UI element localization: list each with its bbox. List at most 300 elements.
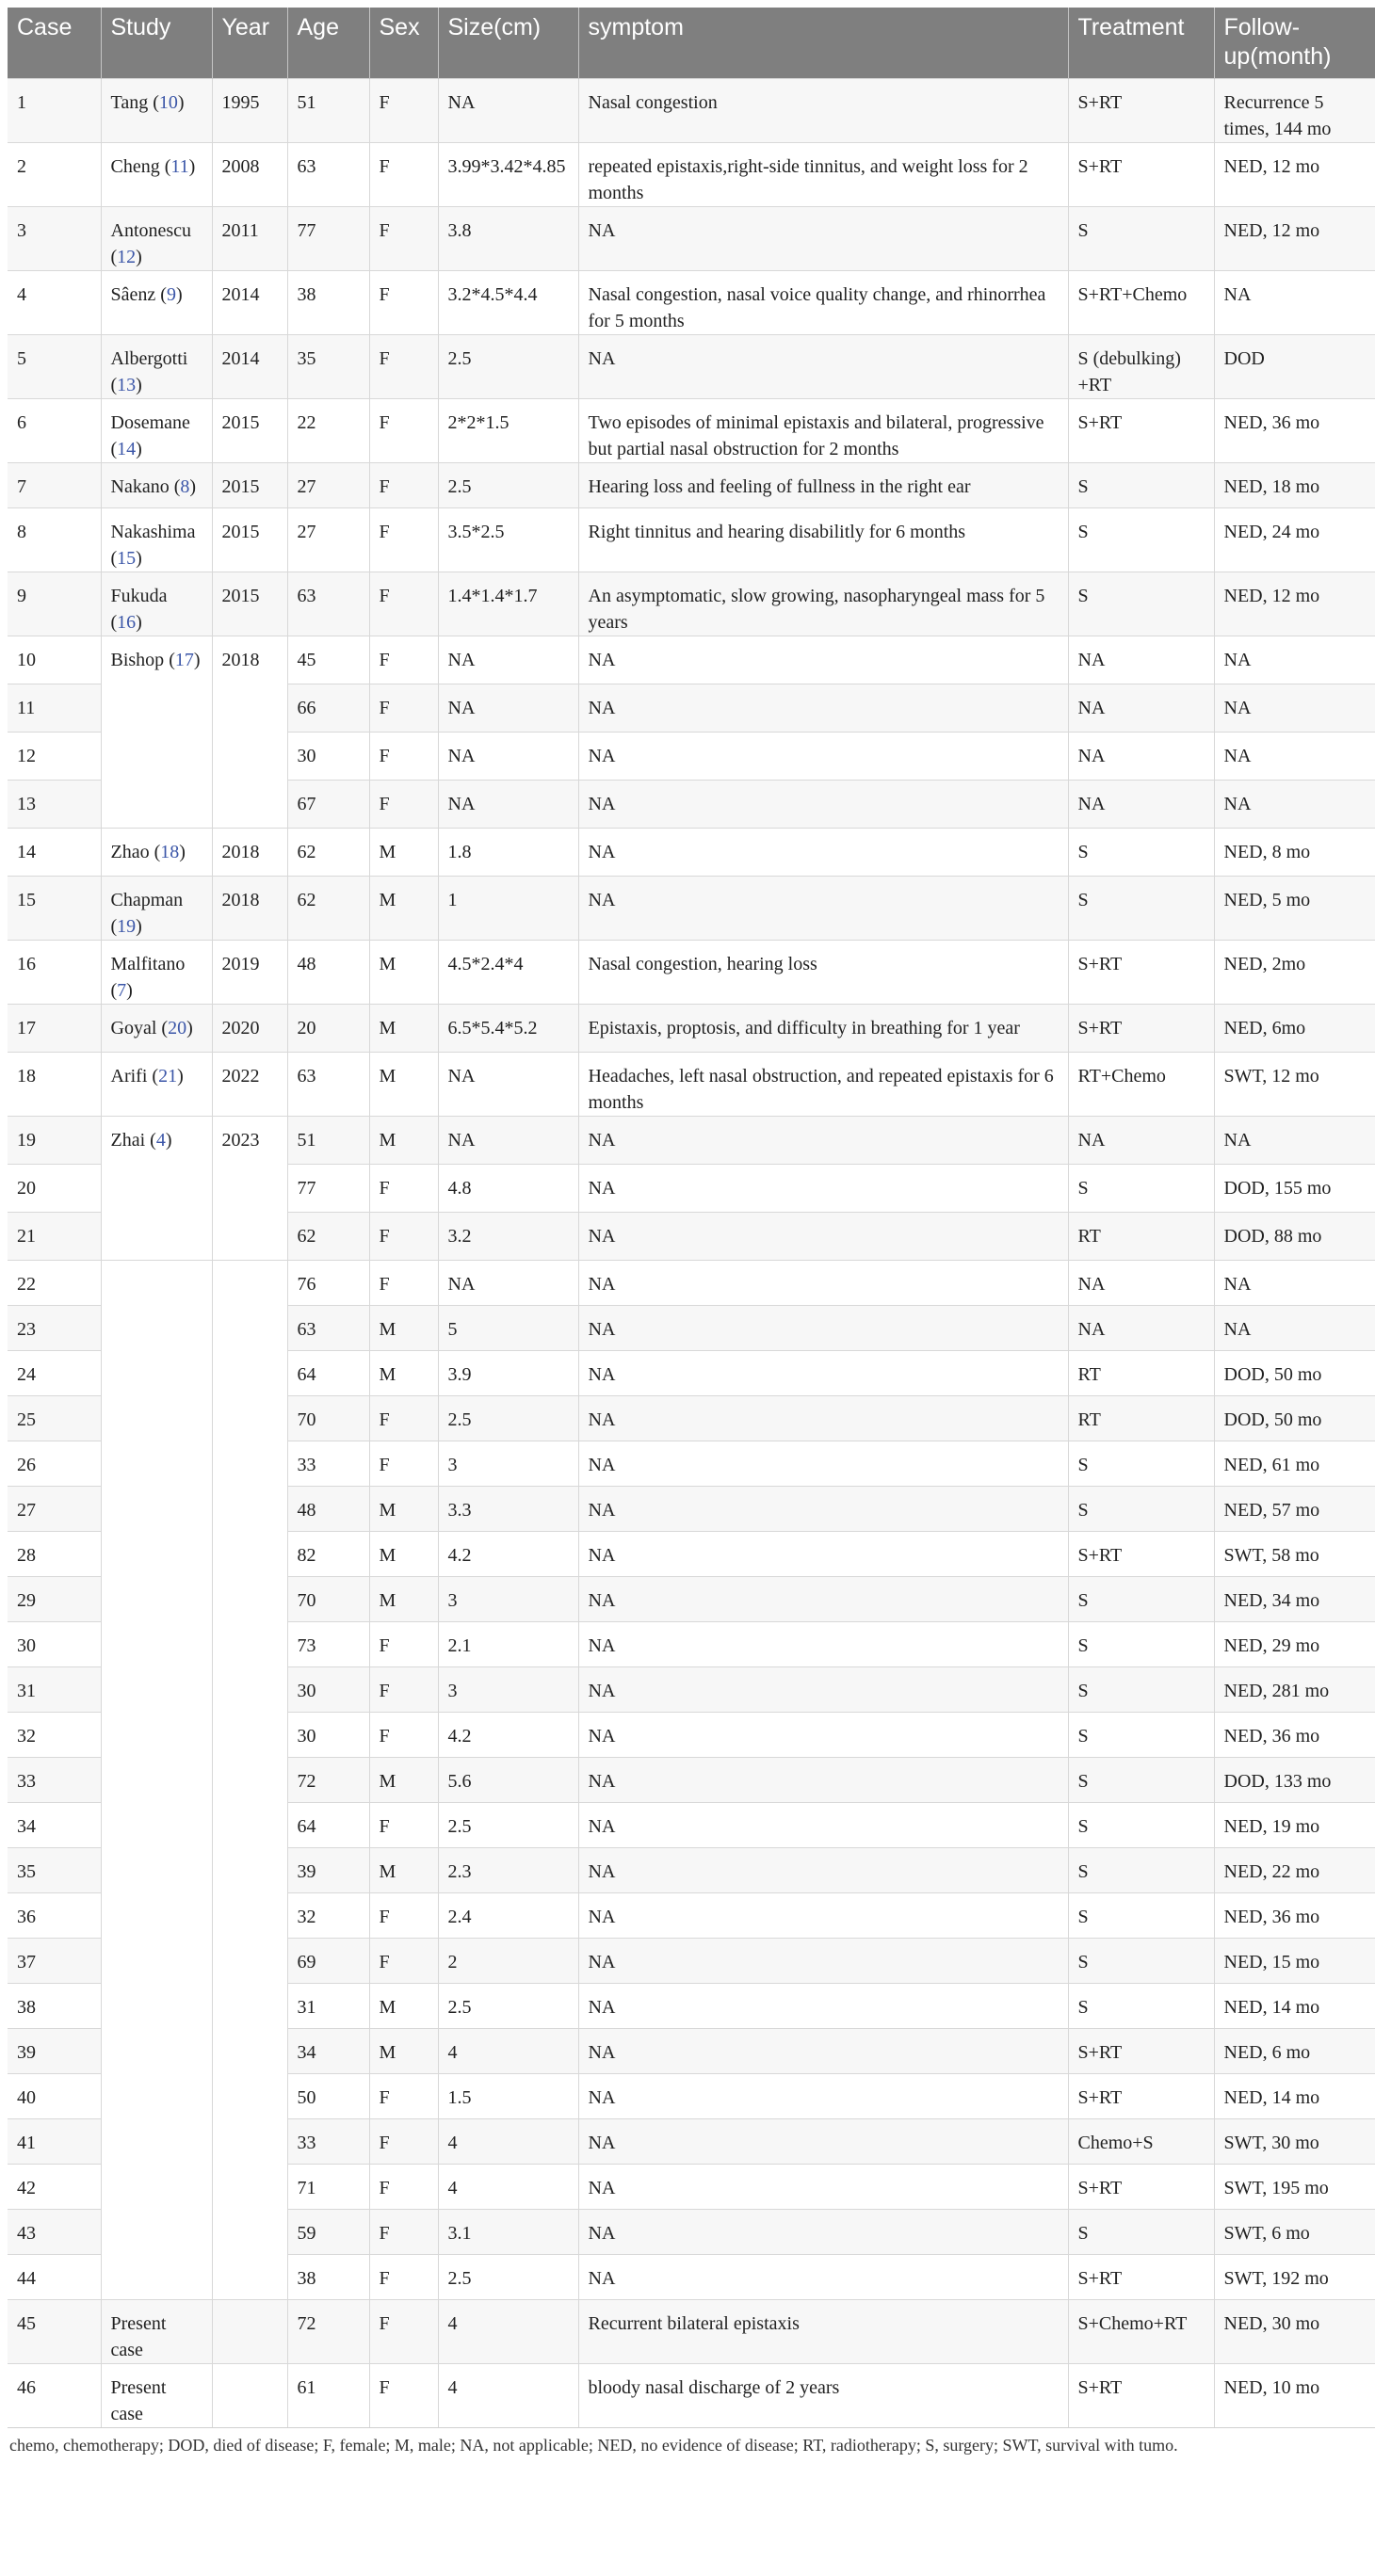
cell-study: Nakashima (15) <box>101 507 212 572</box>
cell-size: 2.1 <box>438 1621 578 1666</box>
table-row <box>8 1004 1375 1052</box>
cell-sex: F <box>369 1212 438 1260</box>
cell-followup: NED, 36 mo <box>1214 398 1375 462</box>
cell-size: 2.4 <box>438 1892 578 1938</box>
cell-size: 3.1 <box>438 2209 578 2254</box>
reference-link[interactable]: 18 <box>160 841 180 862</box>
cell-study: Arifi (21) <box>101 1052 212 1116</box>
reference-link[interactable]: 13 <box>117 374 137 395</box>
cell-case: 43 <box>8 2209 101 2254</box>
cell-year: 2022 <box>212 1052 287 1116</box>
cell-symptom: NA <box>578 1305 1068 1350</box>
cell-sex: M <box>369 2028 438 2073</box>
cell-sex: F <box>369 2299 438 2363</box>
cell-study: Fukuda (16) <box>101 572 212 636</box>
cell-treatment: S+Chemo+RT <box>1068 2299 1214 2363</box>
cell-sex: F <box>369 1666 438 1712</box>
study-name: Antonescu <box>110 219 192 241</box>
cell-study <box>101 1260 212 2299</box>
cell-age: 31 <box>287 1983 369 2028</box>
cell-case: 11 <box>8 684 101 732</box>
cell-case: 40 <box>8 2073 101 2118</box>
cell-treatment: S <box>1068 1802 1214 1847</box>
cell-size: 2.5 <box>438 334 578 398</box>
cell-symptom: NA <box>578 334 1068 398</box>
cell-year: 2014 <box>212 334 287 398</box>
cell-symptom: NA <box>578 780 1068 828</box>
cell-case: 45 <box>8 2299 101 2363</box>
cell-followup: Recurrence 5 times, 144 mo <box>1214 78 1375 142</box>
table-row <box>8 1052 1375 1116</box>
cell-followup: NA <box>1214 1260 1375 1305</box>
cell-year <box>212 1260 287 2299</box>
cell-followup: NED, 22 mo <box>1214 1847 1375 1892</box>
cell-followup: DOD, 155 mo <box>1214 1164 1375 1212</box>
cell-case: 18 <box>8 1052 101 1116</box>
cell-size: NA <box>438 1052 578 1116</box>
cell-case: 21 <box>8 1212 101 1260</box>
cell-sex: F <box>369 206 438 270</box>
cell-study: Zhai (4) <box>101 1116 212 1260</box>
cell-symptom: NA <box>578 1116 1068 1164</box>
cell-treatment: S <box>1068 507 1214 572</box>
cell-treatment: S <box>1068 1892 1214 1938</box>
cell-case: 5 <box>8 334 101 398</box>
reference-link[interactable]: 15 <box>117 547 137 569</box>
study-name: Goyal <box>110 1017 157 1038</box>
study-name: Present case <box>110 2376 167 2424</box>
cell-case: 32 <box>8 1712 101 1757</box>
cell-case: 46 <box>8 2363 101 2427</box>
cell-age: 34 <box>287 2028 369 2073</box>
cell-case: 20 <box>8 1164 101 1212</box>
cell-treatment: S+RT <box>1068 398 1214 462</box>
cell-case: 25 <box>8 1395 101 1441</box>
table-row <box>8 507 1375 572</box>
cell-followup: DOD, 88 mo <box>1214 1212 1375 1260</box>
cell-symptom: Recurrent bilateral epistaxis <box>578 2299 1068 2363</box>
cell-sex: F <box>369 1395 438 1441</box>
cell-followup: DOD, 50 mo <box>1214 1395 1375 1441</box>
cell-case: 3 <box>8 206 101 270</box>
cell-treatment: S <box>1068 462 1214 507</box>
cell-size: 4 <box>438 2299 578 2363</box>
table-row <box>8 1260 1375 1305</box>
cell-followup: NED, 29 mo <box>1214 1621 1375 1666</box>
cell-sex: F <box>369 2209 438 2254</box>
cell-age: 76 <box>287 1260 369 1305</box>
study-name: Chapman <box>110 889 184 910</box>
table-row <box>8 206 1375 270</box>
cell-treatment: RT <box>1068 1212 1214 1260</box>
cell-treatment: S (debulking) +RT <box>1068 334 1214 398</box>
document <box>8 8 1375 2456</box>
cell-case: 39 <box>8 2028 101 2073</box>
cell-followup: NED, 24 mo <box>1214 507 1375 572</box>
cell-treatment: RT <box>1068 1395 1214 1441</box>
cell-symptom: NA <box>578 2073 1068 2118</box>
cell-symptom: Epistaxis, proptosis, and difficulty in breathing for 1 year <box>578 1004 1068 1052</box>
cell-symptom: NA <box>578 1983 1068 2028</box>
cell-sex: F <box>369 684 438 732</box>
cell-size: 3.3 <box>438 1486 578 1531</box>
cell-treatment: S <box>1068 1847 1214 1892</box>
cell-size: 2 <box>438 1938 578 1983</box>
cell-age: 39 <box>287 1847 369 1892</box>
cell-age: 70 <box>287 1395 369 1441</box>
cell-case: 29 <box>8 1576 101 1621</box>
cell-treatment: S <box>1068 876 1214 940</box>
header-case: Case <box>8 8 101 78</box>
cell-study: Malfitano (7) <box>101 940 212 1004</box>
cell-case: 8 <box>8 507 101 572</box>
cell-sex: M <box>369 1116 438 1164</box>
table-row <box>8 940 1375 1004</box>
header-year: Year <box>212 8 287 78</box>
cell-study: Cheng (11) <box>101 142 212 206</box>
cell-case: 31 <box>8 1666 101 1712</box>
cell-size: 5.6 <box>438 1757 578 1802</box>
study-name: Nakano <box>110 475 170 497</box>
cell-size: 1.5 <box>438 2073 578 2118</box>
cell-treatment: S+RT <box>1068 78 1214 142</box>
cell-followup: SWT, 192 mo <box>1214 2254 1375 2299</box>
cell-size: 3.2*4.5*4.4 <box>438 270 578 334</box>
cell-followup: NA <box>1214 270 1375 334</box>
header-study: Study <box>101 8 212 78</box>
cell-case: 16 <box>8 940 101 1004</box>
cell-age: 77 <box>287 206 369 270</box>
cell-year: 2018 <box>212 636 287 828</box>
cell-treatment: NA <box>1068 684 1214 732</box>
cell-followup: NED, 12 mo <box>1214 572 1375 636</box>
cell-year: 2019 <box>212 940 287 1004</box>
table-row <box>8 1116 1375 1164</box>
cell-age: 38 <box>287 270 369 334</box>
cell-size: 3 <box>438 1576 578 1621</box>
cell-treatment: S <box>1068 1576 1214 1621</box>
cell-sex: F <box>369 2363 438 2427</box>
cell-case: 23 <box>8 1305 101 1350</box>
reference-link[interactable]: 12 <box>117 246 137 267</box>
cell-age: 51 <box>287 78 369 142</box>
cell-symptom: NA <box>578 1621 1068 1666</box>
cell-case: 42 <box>8 2164 101 2209</box>
cell-year: 2015 <box>212 462 287 507</box>
cell-year: 2011 <box>212 206 287 270</box>
cell-followup: NA <box>1214 780 1375 828</box>
reference-link[interactable]: 7 <box>117 979 127 1001</box>
reference-link[interactable]: 16 <box>117 611 137 633</box>
table-body <box>8 78 1375 2427</box>
header-size: Size(cm) <box>438 8 578 78</box>
cell-treatment: RT <box>1068 1350 1214 1395</box>
cell-study: Sâenz (9) <box>101 270 212 334</box>
header-age: Age <box>287 8 369 78</box>
cell-age: 30 <box>287 732 369 780</box>
cell-size: 3.2 <box>438 1212 578 1260</box>
cell-year: 2020 <box>212 1004 287 1052</box>
cell-age: 63 <box>287 1305 369 1350</box>
cell-size: NA <box>438 732 578 780</box>
cell-study <box>101 2363 212 2427</box>
cell-followup: NED, 36 mo <box>1214 1892 1375 1938</box>
cell-age: 63 <box>287 572 369 636</box>
table-footnote: chemo, chemotherapy; DOD, died of disease; F, female; M, male; NA, not applicable; NED, no evidence of disease; RT, radiotherapy; S, surgery; SWT, survival with tumo. <box>8 2427 1375 2456</box>
cell-followup: NED, 12 mo <box>1214 206 1375 270</box>
cell-treatment: S <box>1068 1666 1214 1712</box>
cell-case: 13 <box>8 780 101 828</box>
reference-link[interactable]: 11 <box>170 155 189 177</box>
study-name: Bishop <box>110 649 165 670</box>
cell-symptom: NA <box>578 876 1068 940</box>
cell-study: Chapman (19) <box>101 876 212 940</box>
cell-treatment: S <box>1068 1712 1214 1757</box>
cell-age: 35 <box>287 334 369 398</box>
cell-followup: SWT, 6 mo <box>1214 2209 1375 2254</box>
cell-symptom: NA <box>578 1802 1068 1847</box>
cell-followup: NED, 6 mo <box>1214 2028 1375 2073</box>
cell-followup: NA <box>1214 684 1375 732</box>
cell-symptom: Right tinnitus and hearing disabilitly for 6 months <box>578 507 1068 572</box>
cell-followup: NED, 61 mo <box>1214 1441 1375 1486</box>
cell-case: 24 <box>8 1350 101 1395</box>
reference-link[interactable]: 8 <box>180 475 190 497</box>
cell-sex: M <box>369 1847 438 1892</box>
cell-followup: NA <box>1214 1116 1375 1164</box>
cell-treatment: NA <box>1068 1260 1214 1305</box>
cell-size: NA <box>438 1260 578 1305</box>
cell-size: 2.5 <box>438 2254 578 2299</box>
cell-age: 48 <box>287 1486 369 1531</box>
cell-symptom: NA <box>578 2254 1068 2299</box>
header-treatment: Treatment <box>1068 8 1214 78</box>
cell-symptom: NA <box>578 1260 1068 1305</box>
cell-case: 33 <box>8 1757 101 1802</box>
reference-link[interactable]: 21 <box>158 1065 178 1087</box>
cell-age: 32 <box>287 1892 369 1938</box>
table-row <box>8 572 1375 636</box>
reference-link[interactable]: 4 <box>155 1129 166 1151</box>
study-name: Zhai <box>110 1129 146 1151</box>
reference-link[interactable]: 17 <box>174 649 194 670</box>
cell-size: 3 <box>438 1441 578 1486</box>
cell-sex: F <box>369 1802 438 1847</box>
cell-year: 2015 <box>212 398 287 462</box>
cell-age: 63 <box>287 142 369 206</box>
cell-sex: F <box>369 1712 438 1757</box>
cell-sex: F <box>369 636 438 684</box>
cell-case: 28 <box>8 1531 101 1576</box>
cell-symptom: NA <box>578 1441 1068 1486</box>
cell-treatment: NA <box>1068 1116 1214 1164</box>
cell-symptom: NA <box>578 1576 1068 1621</box>
cell-age: 82 <box>287 1531 369 1576</box>
cell-followup: NED, 14 mo <box>1214 1983 1375 2028</box>
cell-symptom: NA <box>578 1486 1068 1531</box>
cell-study: Goyal (20) <box>101 1004 212 1052</box>
cell-sex: F <box>369 1892 438 1938</box>
table-row <box>8 142 1375 206</box>
study-name: Arifi <box>110 1065 148 1087</box>
cell-symptom: Hearing loss and feeling of fullness in the right ear <box>578 462 1068 507</box>
cell-sex: F <box>369 780 438 828</box>
cell-symptom: repeated epistaxis,right-side tinnitus, and weight loss for 2 months <box>578 142 1068 206</box>
cell-symptom: NA <box>578 206 1068 270</box>
cell-age: 33 <box>287 2118 369 2164</box>
cell-size: 2.3 <box>438 1847 578 1892</box>
cell-sex: F <box>369 732 438 780</box>
cell-study: Bishop (17) <box>101 636 212 828</box>
reference-link[interactable]: 9 <box>166 283 176 305</box>
cell-size: NA <box>438 636 578 684</box>
cell-case: 1 <box>8 78 101 142</box>
cell-age: 69 <box>287 1938 369 1983</box>
cell-size: 4.2 <box>438 1712 578 1757</box>
cell-symptom: NA <box>578 2164 1068 2209</box>
header-followup: Follow-up(month) <box>1214 8 1375 78</box>
cell-symptom: NA <box>578 732 1068 780</box>
reference-link[interactable]: 10 <box>158 91 178 113</box>
cell-treatment: Chemo+S <box>1068 2118 1214 2164</box>
cell-case: 38 <box>8 1983 101 2028</box>
cell-study: Zhao (18) <box>101 828 212 876</box>
cell-symptom: NA <box>578 2028 1068 2073</box>
cell-treatment: S+RT <box>1068 2028 1214 2073</box>
cell-symptom: NA <box>578 1212 1068 1260</box>
cell-treatment: S <box>1068 1621 1214 1666</box>
cell-symptom: NA <box>578 828 1068 876</box>
cell-symptom: NA <box>578 1712 1068 1757</box>
cell-followup: NED, 34 mo <box>1214 1576 1375 1621</box>
cell-treatment: S <box>1068 572 1214 636</box>
header-row <box>8 8 1375 78</box>
cell-sex: F <box>369 2254 438 2299</box>
cell-study: Albergotti (13) <box>101 334 212 398</box>
cell-followup: NED, 36 mo <box>1214 1712 1375 1757</box>
cell-case: 10 <box>8 636 101 684</box>
cell-size: 6.5*5.4*5.2 <box>438 1004 578 1052</box>
cell-symptom: NA <box>578 1757 1068 1802</box>
cell-symptom: Nasal congestion, hearing loss <box>578 940 1068 1004</box>
cell-symptom: An asymptomatic, slow growing, nasopharyngeal mass for 5 years <box>578 572 1068 636</box>
cell-treatment: S+RT <box>1068 2164 1214 2209</box>
cell-sex: F <box>369 334 438 398</box>
cell-year: 2008 <box>212 142 287 206</box>
cell-age: 51 <box>287 1116 369 1164</box>
cell-size: NA <box>438 1116 578 1164</box>
cell-symptom: NA <box>578 1164 1068 1212</box>
cell-followup: NED, 281 mo <box>1214 1666 1375 1712</box>
cell-followup: NED, 8 mo <box>1214 828 1375 876</box>
study-name: Zhao <box>110 841 150 862</box>
cell-sex: F <box>369 78 438 142</box>
cell-symptom: Headaches, left nasal obstruction, and repeated epistaxis for 6 months <box>578 1052 1068 1116</box>
study-name: Dosemane <box>110 411 190 433</box>
cell-age: 45 <box>287 636 369 684</box>
cell-year <box>212 2299 287 2363</box>
cell-year: 1995 <box>212 78 287 142</box>
reference-link[interactable]: 19 <box>117 915 137 937</box>
cell-case: 27 <box>8 1486 101 1531</box>
cell-treatment: S <box>1068 1441 1214 1486</box>
cell-treatment: S+RT <box>1068 940 1214 1004</box>
cell-sex: F <box>369 462 438 507</box>
cell-age: 62 <box>287 876 369 940</box>
cell-size: 1.4*1.4*1.7 <box>438 572 578 636</box>
cell-followup: DOD <box>1214 334 1375 398</box>
cell-followup: SWT, 58 mo <box>1214 1531 1375 1576</box>
cell-followup: NED, 19 mo <box>1214 1802 1375 1847</box>
cell-age: 30 <box>287 1666 369 1712</box>
cell-case: 6 <box>8 398 101 462</box>
cell-sex: F <box>369 1260 438 1305</box>
cell-symptom: NA <box>578 1847 1068 1892</box>
cell-year: 2015 <box>212 507 287 572</box>
table-row <box>8 2363 1375 2427</box>
cell-size: 4 <box>438 2164 578 2209</box>
study-name: Cheng <box>110 155 160 177</box>
cell-treatment: RT+Chemo <box>1068 1052 1214 1116</box>
cell-followup: NED, 14 mo <box>1214 2073 1375 2118</box>
cell-size: 4 <box>438 2118 578 2164</box>
cell-sex: M <box>369 940 438 1004</box>
cell-age: 27 <box>287 507 369 572</box>
cell-followup: NED, 12 mo <box>1214 142 1375 206</box>
cell-followup: NED, 30 mo <box>1214 2299 1375 2363</box>
cell-case: 4 <box>8 270 101 334</box>
reference-link[interactable]: 14 <box>117 438 137 459</box>
cell-symptom: NA <box>578 636 1068 684</box>
cell-age: 63 <box>287 1052 369 1116</box>
table-row <box>8 828 1375 876</box>
cell-symptom: NA <box>578 684 1068 732</box>
cell-size: 3.8 <box>438 206 578 270</box>
cell-sex: M <box>369 1757 438 1802</box>
cell-study <box>101 2299 212 2363</box>
cell-symptom: NA <box>578 1892 1068 1938</box>
cell-case: 9 <box>8 572 101 636</box>
cell-age: 64 <box>287 1802 369 1847</box>
cell-sex: F <box>369 507 438 572</box>
cell-year: 2015 <box>212 572 287 636</box>
cell-sex: F <box>369 1164 438 1212</box>
cell-case: 22 <box>8 1260 101 1305</box>
table-row <box>8 398 1375 462</box>
cell-age: 38 <box>287 2254 369 2299</box>
reference-link[interactable]: 20 <box>168 1017 187 1038</box>
cell-sex: F <box>369 270 438 334</box>
cell-followup: SWT, 195 mo <box>1214 2164 1375 2209</box>
cell-size: 4.2 <box>438 1531 578 1576</box>
table-row <box>8 462 1375 507</box>
cell-symptom: Two episodes of minimal epistaxis and bilateral, progressive but partial nasal obstruction for 2 months <box>578 398 1068 462</box>
table-row <box>8 334 1375 398</box>
cell-treatment: NA <box>1068 636 1214 684</box>
cell-age: 71 <box>287 2164 369 2209</box>
cell-sex: M <box>369 1486 438 1531</box>
cell-case: 26 <box>8 1441 101 1486</box>
study-name: Sâenz <box>110 283 156 305</box>
cell-symptom: NA <box>578 1666 1068 1712</box>
cell-symptom: NA <box>578 1350 1068 1395</box>
cell-sex: M <box>369 1576 438 1621</box>
cell-treatment: NA <box>1068 780 1214 828</box>
cell-size: NA <box>438 684 578 732</box>
cell-case: 34 <box>8 1802 101 1847</box>
cell-followup: NED, 6mo <box>1214 1004 1375 1052</box>
cell-age: 59 <box>287 2209 369 2254</box>
